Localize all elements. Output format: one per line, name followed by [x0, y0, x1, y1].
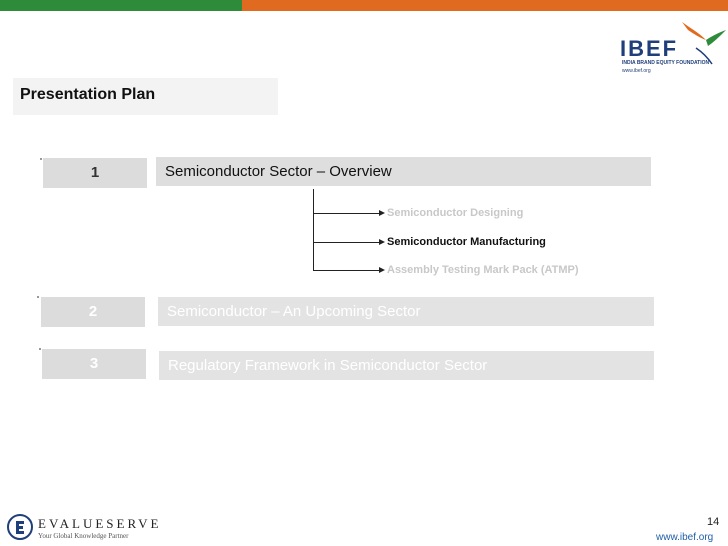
subsection-designing[interactable]: Semiconductor Designing — [387, 207, 524, 219]
section-title-1[interactable]: Semiconductor Sector – Overview — [156, 157, 651, 186]
section-title-3[interactable]: Regulatory Framework in Semiconductor Sector — [159, 351, 654, 380]
section-number-2[interactable]: 2 — [41, 297, 145, 327]
tree-connector-3 — [313, 270, 383, 271]
tree-connector-1 — [313, 213, 383, 214]
bullet-dot — [37, 296, 39, 298]
section-title-2[interactable]: Semiconductor – An Upcoming Sector — [158, 297, 654, 326]
logo-subtitle: INDIA BRAND EQUITY FOUNDATION — [622, 60, 710, 66]
arrow-right-icon — [379, 239, 385, 245]
header-bar-orange — [242, 0, 728, 11]
bullet-dot — [40, 158, 42, 160]
evalueserve-tagline: Your Global Knowledge Partner — [38, 532, 129, 540]
arrow-right-icon — [379, 210, 385, 216]
section-number-1[interactable]: 1 — [43, 158, 147, 188]
logo-url: www.ibef.org — [622, 68, 651, 74]
presentation-plan-title: Presentation Plan — [20, 86, 156, 103]
page-number: 14 — [707, 516, 720, 528]
evalueserve-emblem-icon — [6, 513, 34, 541]
header-bar-green — [0, 0, 242, 11]
footer-url-link[interactable]: www.ibef.org — [656, 532, 714, 543]
tree-connector-2 — [313, 242, 383, 243]
subsection-manufacturing[interactable]: Semiconductor Manufacturing — [387, 236, 546, 248]
arrow-right-icon — [379, 267, 385, 273]
logo-text: IBEF — [620, 36, 679, 61]
section-number-3[interactable]: 3 — [42, 349, 146, 379]
subsection-atmp[interactable]: Assembly Testing Mark Pack (ATMP) — [387, 264, 579, 276]
evalueserve-name: EVALUESERVE — [38, 516, 162, 531]
bullet-dot — [39, 348, 41, 350]
tree-connector-vertical — [313, 189, 314, 271]
